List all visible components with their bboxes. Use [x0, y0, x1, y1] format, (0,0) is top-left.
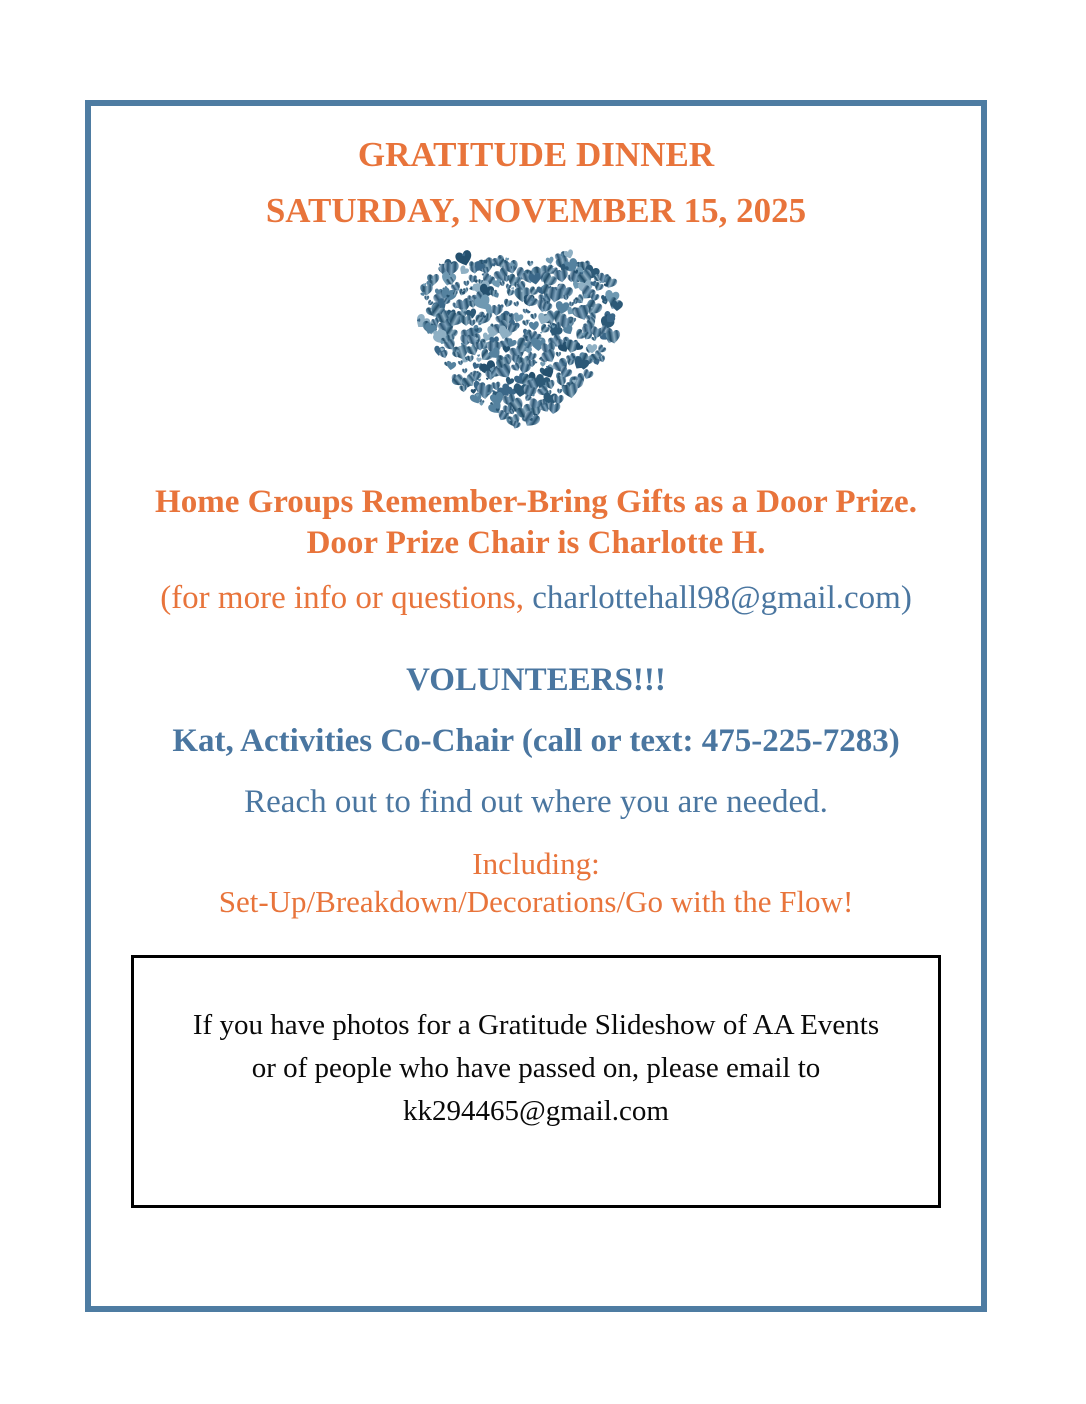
flyer-border-frame — [85, 100, 987, 1312]
including-label: Including: — [472, 846, 600, 881]
including-items: Set-Up/Breakdown/Decorations/Go with the Flow! — [218, 884, 854, 919]
contact-info-suffix: ) — [900, 580, 912, 616]
door-prize-line-2: Door Prize Chair is Charlotte H. — [306, 525, 766, 561]
slideshow-notice-line-2: or of people who have passed on, please email to — [251, 1052, 821, 1084]
heart-collage-container — [91, 248, 981, 440]
event-date: SATURDAY, NOVEMBER 15, 2025 — [265, 191, 807, 230]
slideshow-notice-line-1: If you have photos for a Gratitude Slideshow of AA Events — [192, 1009, 880, 1041]
heart-collage-icon — [415, 248, 625, 440]
slideshow-notice-email: kk294465@gmail.com — [403, 1095, 669, 1127]
door-prize-contact-line — [91, 578, 981, 624]
volunteers-contact: Kat, Activities Co-Chair (call or text: 475-225-7283) — [172, 723, 900, 759]
volunteers-heading: VOLUNTEERS!!! — [406, 662, 666, 698]
volunteers-note: Reach out to find out where you are needed. — [244, 784, 828, 820]
contact-email: charlottehall98@gmail.com — [532, 580, 901, 616]
door-prize-line-1: Home Groups Remember-Bring Gifts as a Door Prize. — [155, 484, 917, 520]
contact-info-prefix: (for more info or questions, — [160, 580, 533, 616]
slideshow-notice-box — [131, 955, 941, 1208]
event-title: GRATITUDE DINNER — [357, 135, 715, 174]
